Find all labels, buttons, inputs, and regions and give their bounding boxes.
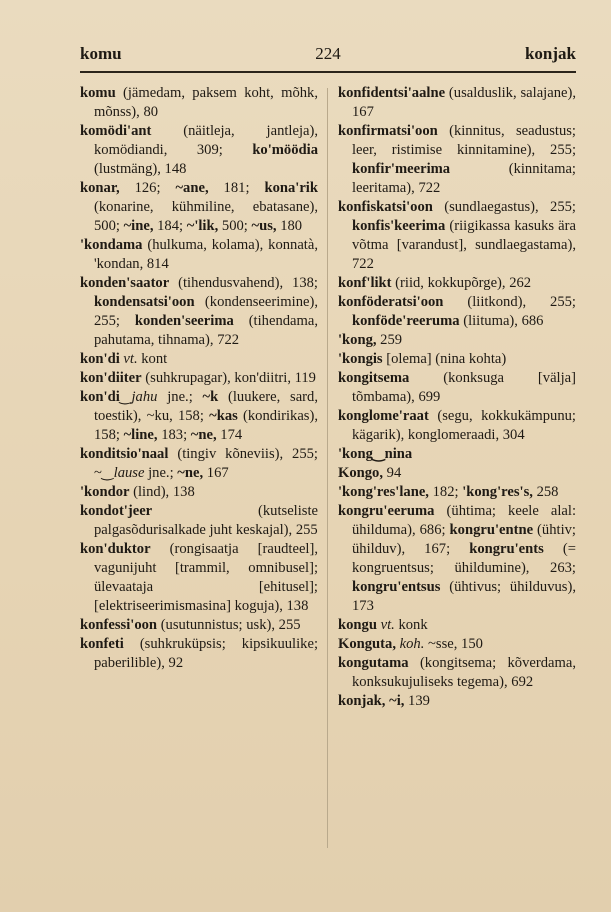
dictionary-entry: kon'di‿jahu jne.; ~k (luukere, sard, toestik), ~ku, 158; ~kas (kondirikas), 158; ~line, 183; ~ne, 174	[80, 389, 318, 443]
dictionary-entry: konfiskatsi'oon (sundlaegastus), 255; konfis'keerima (riigikassa kasuks ära võtma [varandust], sundlaegastama), 722	[338, 199, 576, 272]
dictionary-entry: konf'likt (riid, kokkupõrge), 262	[338, 275, 532, 291]
column-divider	[327, 88, 328, 848]
dictionary-entry: 'kondama (hulkuma, kolama), konnatà, 'kondan, 814	[80, 237, 318, 272]
dictionary-entry: 'kondor (lind), 138	[80, 484, 195, 500]
dictionary-entry: konden'saator (tihendusvahend), 138; kondensatsi'oon (kondenseerimine), 255; konden'seerima (tihendama, pahutama, tihnama), 722	[80, 275, 318, 348]
dictionary-entry: kongru'eeruma (ühtima; keele alal: ühilduma), 686; kongru'entne (ühtiv; ühilduv), 167; kongru'ents (= kongruentsus; ühildumine), 263; kongru'entsus (ühtivus; ühilduvus), 173	[338, 503, 576, 614]
dictionary-entry: konjak, ~i, 139	[338, 693, 430, 709]
dictionary-entry: konfeti (suhkruküpsis; kipsikuulike; paberilible), 92	[80, 636, 318, 671]
dictionary-entry: konditsio'naal (tingiv kõneviis), 255; ~‿lause jne.; ~ne, 167	[80, 446, 318, 481]
dictionary-entry: komödi'ant (näitleja, jantleja), komödiandi, 309; ko'möödia (lustmäng), 148	[80, 123, 318, 177]
dictionary-entry: 'kong'res'lane, 182; 'kong'res's, 258	[338, 484, 559, 500]
dictionary-entry: kon'di vt. kont	[80, 351, 168, 367]
header-last-word: konjak	[524, 44, 576, 63]
page-header	[80, 44, 576, 70]
dictionary-entry: kongitsema (konksuga [välja] tõmbama), 699	[338, 370, 576, 405]
left-column	[80, 84, 318, 673]
right-column	[338, 84, 576, 711]
dictionary-entry: konfidentsi'aalne (usalduslik, salajane), 167	[338, 85, 576, 120]
dictionary-entry: Konguta, koh. ~sse, 150	[338, 636, 483, 652]
dictionary-entry: konglome'raat (segu, kokkukämpunu; kägarik), konglomeraadi, 304	[338, 408, 576, 443]
dictionary-entry: kongu vt. konk	[338, 617, 428, 633]
dictionary-entry: konfirmatsi'oon (kinnitus, seadustus; leer, ristimise kinnitamine), 255; konfir'meerima (kinnitama; leeritama), 722	[338, 123, 576, 196]
dictionary-entry: kondot'jeer (kutseliste palgasõdurisalkade juht keskajal), 255	[80, 503, 318, 538]
dictionary-entry: Kongo, 94	[338, 465, 402, 481]
page-number: 224	[315, 44, 341, 63]
dictionary-entry: konfessi'oon (usutunnistus; usk), 255	[80, 617, 301, 633]
dictionary-entry: 'kong‿nina	[338, 446, 413, 462]
dictionary-entry: 'kongis [olema] (nina kohta)	[338, 351, 507, 367]
dictionary-entry: kon'diiter (suhkrupagar), kon'diitri, 119	[80, 370, 316, 386]
dictionary-entry: konföderatsi'oon (liitkond), 255; konföde'reeruma (liituma), 686	[338, 294, 576, 329]
dictionary-entry: kongutama (kongitsema; kõverdama, konksukujuliseks tegema), 692	[338, 655, 576, 690]
header-first-word: komu	[80, 44, 122, 63]
dictionary-entry: konar, 126; ~ane, 181; kona'rik (konarine, kühmiline, ebatasane), 500; ~ine, 184; ~'lik, 500; ~us, 180	[80, 180, 318, 234]
dictionary-entry: komu (jämedam, paksem koht, mõhk, mõnss), 80	[80, 85, 318, 120]
dictionary-entry: kon'duktor (rongisaatja [raudteel], vagunijuht [trammil, omnibusel]; ülevaataja [ehitusel]; [elektriseerimismasina] koguja), 138	[80, 541, 318, 614]
header-rule	[80, 71, 576, 73]
dictionary-entry: 'kong, 259	[338, 332, 403, 348]
